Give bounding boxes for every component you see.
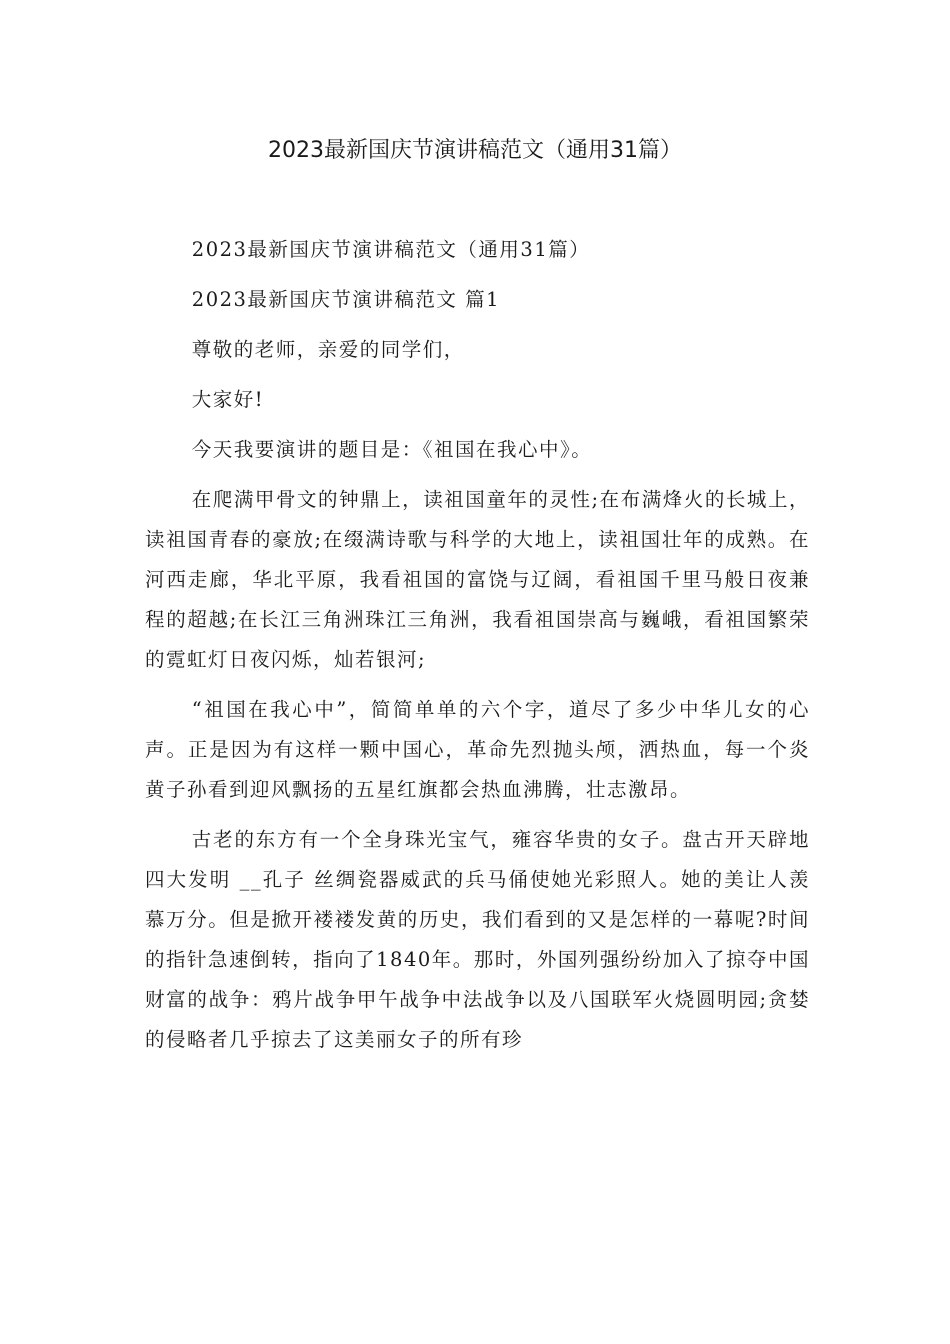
- paragraph-greeting: 大家好!: [191, 388, 265, 411]
- paragraph-salutation: 尊敬的老师，亲爱的同学们，: [191, 338, 465, 361]
- paragraph-topic: 今天我要演讲的题目是：《祖国在我心中》。: [191, 438, 593, 461]
- document-title: 2023最新国庆节演讲稿范文（通用31篇）: [268, 138, 682, 163]
- document-body: [145, 230, 810, 1070]
- paragraph-section-heading: 2023最新国庆节演讲稿范文 篇1: [191, 288, 501, 311]
- paragraph-subtitle: 2023最新国庆节演讲稿范文（通用31篇）: [191, 238, 591, 261]
- paragraph-body: 古老的东方有一个全身珠光宝气，雍容华贵的女子。盘古开天辟地 四大发明 __孔子 丝绸瓷器威武的兵马俑使她光彩照人。她的美让人羡慕万分。但是掀开褛褛发黄的历史，我们看到的又是怎样的一幕呢?时间的指针急速倒转，指向了1840年。那时，外国列强纷纷加入了掠夺中国财富的战争：鸦片战争甲午战争中法战争以及八国联军火烧圆明园;贪婪的侵略者几乎掠去了这美丽女子的所有珍: [145, 828, 810, 1051]
- paragraph-body: 在爬满甲骨文的钟鼎上，读祖国童年的灵性;在布满烽火的长城上，读祖国青春的豪放;在缀满诗歌与科学的大地上，读祖国壮年的成熟。在河西走廊，华北平原，我看祖国的富饶与辽阔，看祖国千里马般日夜兼程的超越;在长江三角洲珠江三角洲，我看祖国崇高与巍峨，看祖国繁荣的霓虹灯日夜闪烁，灿若银河;: [145, 488, 810, 671]
- paragraph-body: “祖国在我心中”，简简单单的六个字，道尽了多少中华儿女的心声。正是因为有这样一颗中国心，革命先烈抛头颅，洒热血，每一个炎黄子孙看到迎风飘扬的五星红旗都会热血沸腾，壮志激昂。: [145, 698, 810, 801]
